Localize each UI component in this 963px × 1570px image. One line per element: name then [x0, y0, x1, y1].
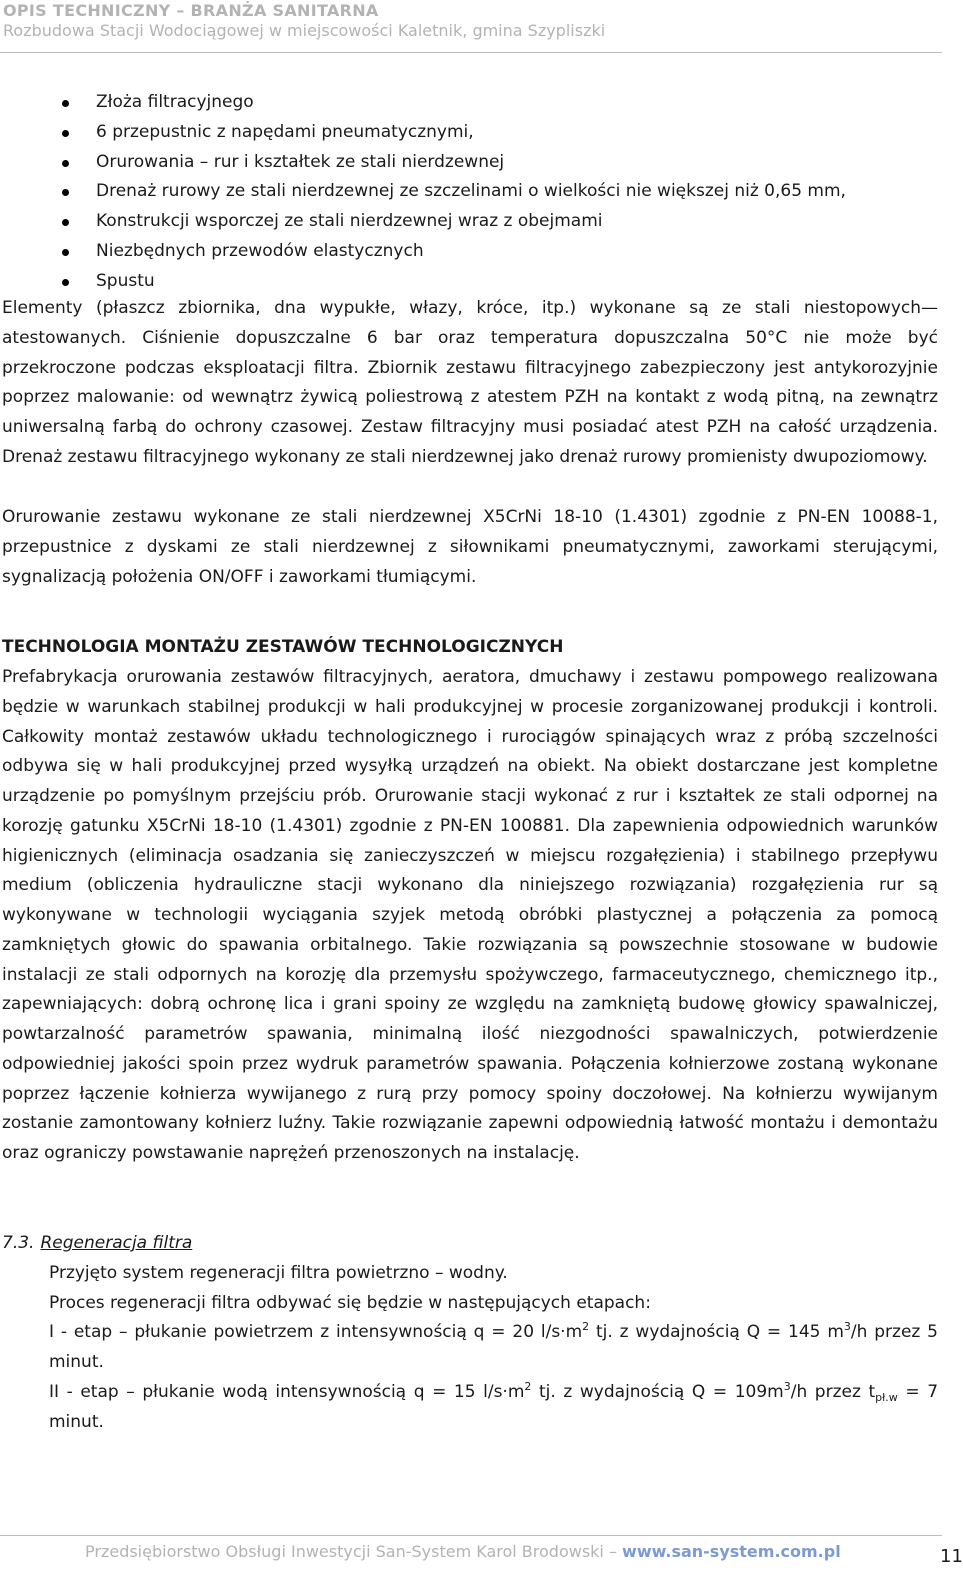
paragraph-elements: Elementy (płaszcz zbiornika, dna wypukłe, włazy, króce, itp.) wykonane są ze stali niestopowych—atestowanych. Ciśnienie dopuszczalne 6 bar oraz temperatura dopuszczalna 50°C nie może być przekroczone podczas eksploatacji filtra. Zbiornik zestawu filtracyjnego zabezpieczony jest antykorozyjnie poprzez malowanie: od wewnątrz żywicą poliestrową z atestem PZH na kontakt z wodą pitną, na zewnątrz uniwersalną farbą do ochrony czasowej. Zestaw filtracyjny musi posiadać atest PZH na całość urządzenia. Drenaż zestawu filtracyjnego wykonany ze stali nierdzewnej jako drenaż rurowy promienisty dwupoziomowy. — [2, 298, 938, 467]
subsection-number: 7.3. — [2, 1233, 35, 1253]
regen-system-line: Przyjęto system regeneracji filtra powietrzno – wodny. — [49, 1263, 508, 1283]
bullet-icon — [62, 100, 69, 107]
document-title: OPIS TECHNICZNY – BRANŻA SANITARNA — [3, 1, 379, 20]
bullet-icon — [62, 219, 69, 226]
paragraph-assembly-technology: Prefabrykacja orurowania zestawów filtracyjnych, aeratora, dmuchawy i zestawu pompowego realizowana będzie w warunkach stabilnej produkcji w hali produkcyjnej w procesie zorganizowanej produkcji i kontroli. Całkowity montaż zestawów układu technologicznego i rurociągów spinających wraz z próbą szczelności odbywa się w hali produkcyjnej przed wysyłką urządzeń na obiekt. Na obiekt dostarczane jest kompletne urządzenie po pomyślnym przejściu prób. Orurowanie stacji wykonać z rur i kształtek ze stali odpornej na korozję gatunku X5CrNi 18-10 (1.4301) zgodnie z PN-EN 100881. Dla zapewnienia odpowiednich warunków higienicznych (eliminacja osadzania się zanieczyszczeń w miejscu rozgałęzienia) i stabilnego przepływu medium (obliczenia hydrauliczne stacji wykonano dla niniejszego rozwiązania) rozgałęzienia rur są wykonywane w technologii wyciągania szyjek metodą obróbki plastycznej a połączenia za pomocą zamkniętych głowic do spawania orbitalnego. Takie rozwiązania są powszechnie stosowane w budowie instalacji ze stali odpornych na korozję dla przemysłu spożywczego, farmaceutycznego, chemicznego itp., zapewniających: dobrą ochronę lica i grani spoiny ze względu na zamkniętą budowę głowicy spawalniczej, powtarzalność parametrów spawania, minimalną ilość niezgodności spawalniczych, potwierdzenie odpowiedniej jakości spoin przez wydruk parametrów spawania. Połączenia kołnierzowe zostaną wykonane poprzez łączenie kołnierza wywijanego z rurą przy pomocy spoiny doczołowej. Na kołnierzu wywijanym zostanie zamontowany kołnierz luźny. Takie rozwiązanie zapewni odpowiednią łatwość montażu i demontażu oraz ograniczy powstawanie naprężeń przenoszonych na instalację. — [2, 667, 938, 1163]
bullet-icon — [62, 249, 69, 256]
bullet-icon — [62, 130, 69, 137]
footer-divider — [0, 1535, 942, 1536]
list-item: Spustu — [0, 267, 846, 297]
bullet-icon — [62, 279, 69, 286]
page-footer — [85, 1542, 841, 1561]
bullet-icon — [62, 189, 69, 196]
list-item: Złoża filtracyjnego — [0, 88, 846, 118]
regen-process-line: Proces regeneracji filtra odbywać się będzie w następujących etapach: — [49, 1293, 651, 1313]
list-item: Konstrukcji wsporczej ze stali nierdzewnej wraz z obejmami — [0, 207, 846, 237]
paragraph-piping: Orurowanie zestawu wykonane ze stali nierdzewnej X5CrNi 18-10 (1.4301) zgodnie z PN-EN 10088-1, przepustnice z dyskami ze stali nierdzewnej z siłownikami pneumatycznymi, zaworkami sterującymi, sygnalizacją położenia ON/OFF i zaworkami tłumiącymi. — [2, 507, 938, 587]
bullet-list — [0, 88, 846, 297]
subsection-title: Regeneracja filtra — [40, 1233, 193, 1253]
document-subtitle: Rozbudowa Stacji Wodociągowej w miejscowości Kaletnik, gmina Szypliszki — [3, 21, 606, 40]
subsection-heading — [2, 1229, 192, 1259]
bullet-icon — [62, 160, 69, 167]
page-number: 11 — [940, 1546, 963, 1567]
list-item: Niezbędnych przewodów elastycznych — [0, 237, 846, 267]
regen-step-1: I - etap – płukanie powietrzem z intensywnością q = 20 $l/s\cdot m^2$ tj. z wydajnością Q = 145 $m^3/h$ przez 5 minut. — [49, 1320, 938, 1372]
list-item: Drenaż rurowy ze stali nierdzewnej ze szczelinami o wielkości nie większej niż 0,65 mm, — [0, 177, 846, 207]
page-header — [0, 0, 942, 53]
regen-step-2: II - etap – płukanie wodą intensywnością q = 15 $l/s\cdot m^2$ tj. z wydajnością $Q = 109m^3/h$ przez $t_{pł.w} = 7$ minut. — [49, 1380, 939, 1432]
footer-company: Przedsiębiorstwo Obsługi Inwestycji San-System Karol Brodowski – — [85, 1542, 623, 1561]
list-item: Orurowania – rur i kształtek ze stali nierdzewnej — [0, 148, 846, 178]
list-item: 6 przepustnic z napędami pneumatycznymi, — [0, 118, 846, 148]
footer-website-link[interactable]: www.san-system.com.pl — [622, 1542, 841, 1561]
section-heading: TECHNOLOGIA MONTAŻU ZESTAWÓW TECHNOLOGICZNYCH — [2, 637, 564, 657]
